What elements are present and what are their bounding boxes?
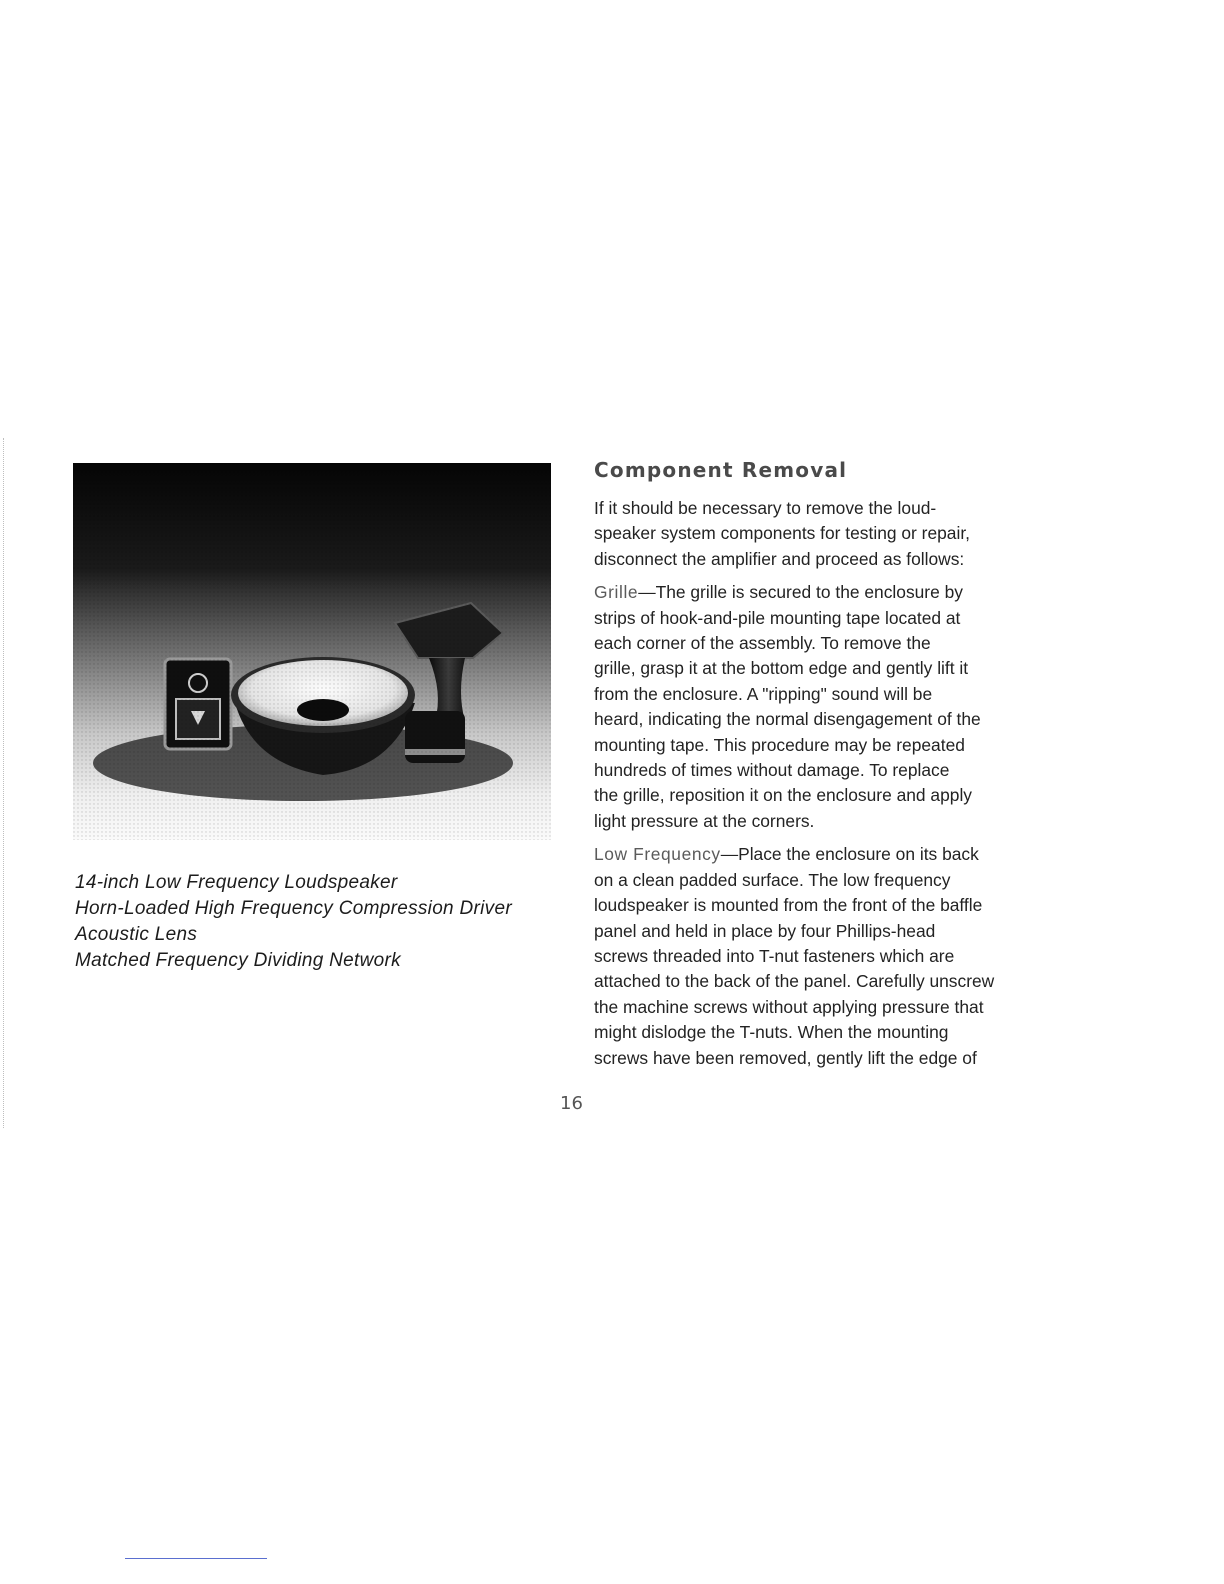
text-line: If it should be necessary to remove the loud- [594, 498, 937, 518]
footer-rule [125, 1558, 267, 1559]
caption-line: Matched Frequency Dividing Network [75, 950, 401, 971]
text-line: each corner of the assembly. To remove the [594, 633, 931, 654]
grille-paragraph [594, 580, 1064, 834]
text-line: mounting tape. This procedure may be repeated [594, 734, 965, 755]
scan-edge-artifact [3, 438, 6, 1128]
text-fragment: —The grille is secured to the enclosure by [638, 582, 963, 603]
text-line: speaker system components for testing or repair, [594, 523, 971, 544]
text-line: light pressure at the corners. [594, 810, 815, 831]
product-photo [73, 463, 551, 840]
text-line: heard, indicating the normal disengagement of the [594, 709, 981, 730]
text-line: strips of hook-and-pile mounting tape located at [594, 607, 961, 628]
photo-caption [75, 870, 575, 974]
text-line: attached to the back of the panel. Carefully unscrew [594, 971, 995, 992]
text-line [594, 580, 1064, 605]
text-line: screws have been removed, gently lift the edge of [594, 1047, 977, 1068]
text-fragment: —Place the enclosure on its back [720, 844, 979, 865]
text-line: from the enclosure. A "ripping" sound will be [594, 683, 933, 704]
text-line: hundreds of times without damage. To replace [594, 760, 950, 781]
text-line: screws threaded into T-nut fasteners which are [594, 945, 955, 966]
text-line: on a clean padded surface. The low frequency [594, 869, 951, 890]
text-line: the machine screws without applying pressure that [594, 996, 984, 1017]
page-number: 16 [560, 1093, 583, 1114]
caption-line: Horn-Loaded High Frequency Compression Driver [75, 898, 512, 919]
text-line: panel and held in place by four Phillips-head [594, 920, 936, 941]
text-line: loudspeaker is mounted from the front of the baffle [594, 895, 983, 916]
text-line: disconnect the amplifier and proceed as follows: [594, 548, 965, 569]
text-line: grille, grasp it at the bottom edge and gently lift it [594, 658, 969, 679]
section-heading: Component Removal [594, 458, 848, 482]
caption-line: 14-inch Low Frequency Loudspeaker [75, 872, 398, 893]
caption-line: Acoustic Lens [75, 924, 198, 945]
loudspeaker-components-image [73, 463, 551, 840]
text-line [594, 842, 1064, 867]
text-line: the grille, reposition it on the enclosure and apply [594, 785, 973, 806]
low-frequency-paragraph [594, 842, 1064, 1071]
article-body [594, 496, 1064, 1079]
intro-paragraph [594, 496, 1064, 572]
low-frequency-runin-heading: Low Frequency [594, 844, 721, 865]
text-line: might dislodge the T-nuts. When the mounting [594, 1022, 949, 1043]
grille-runin-heading: Grille [594, 582, 639, 603]
